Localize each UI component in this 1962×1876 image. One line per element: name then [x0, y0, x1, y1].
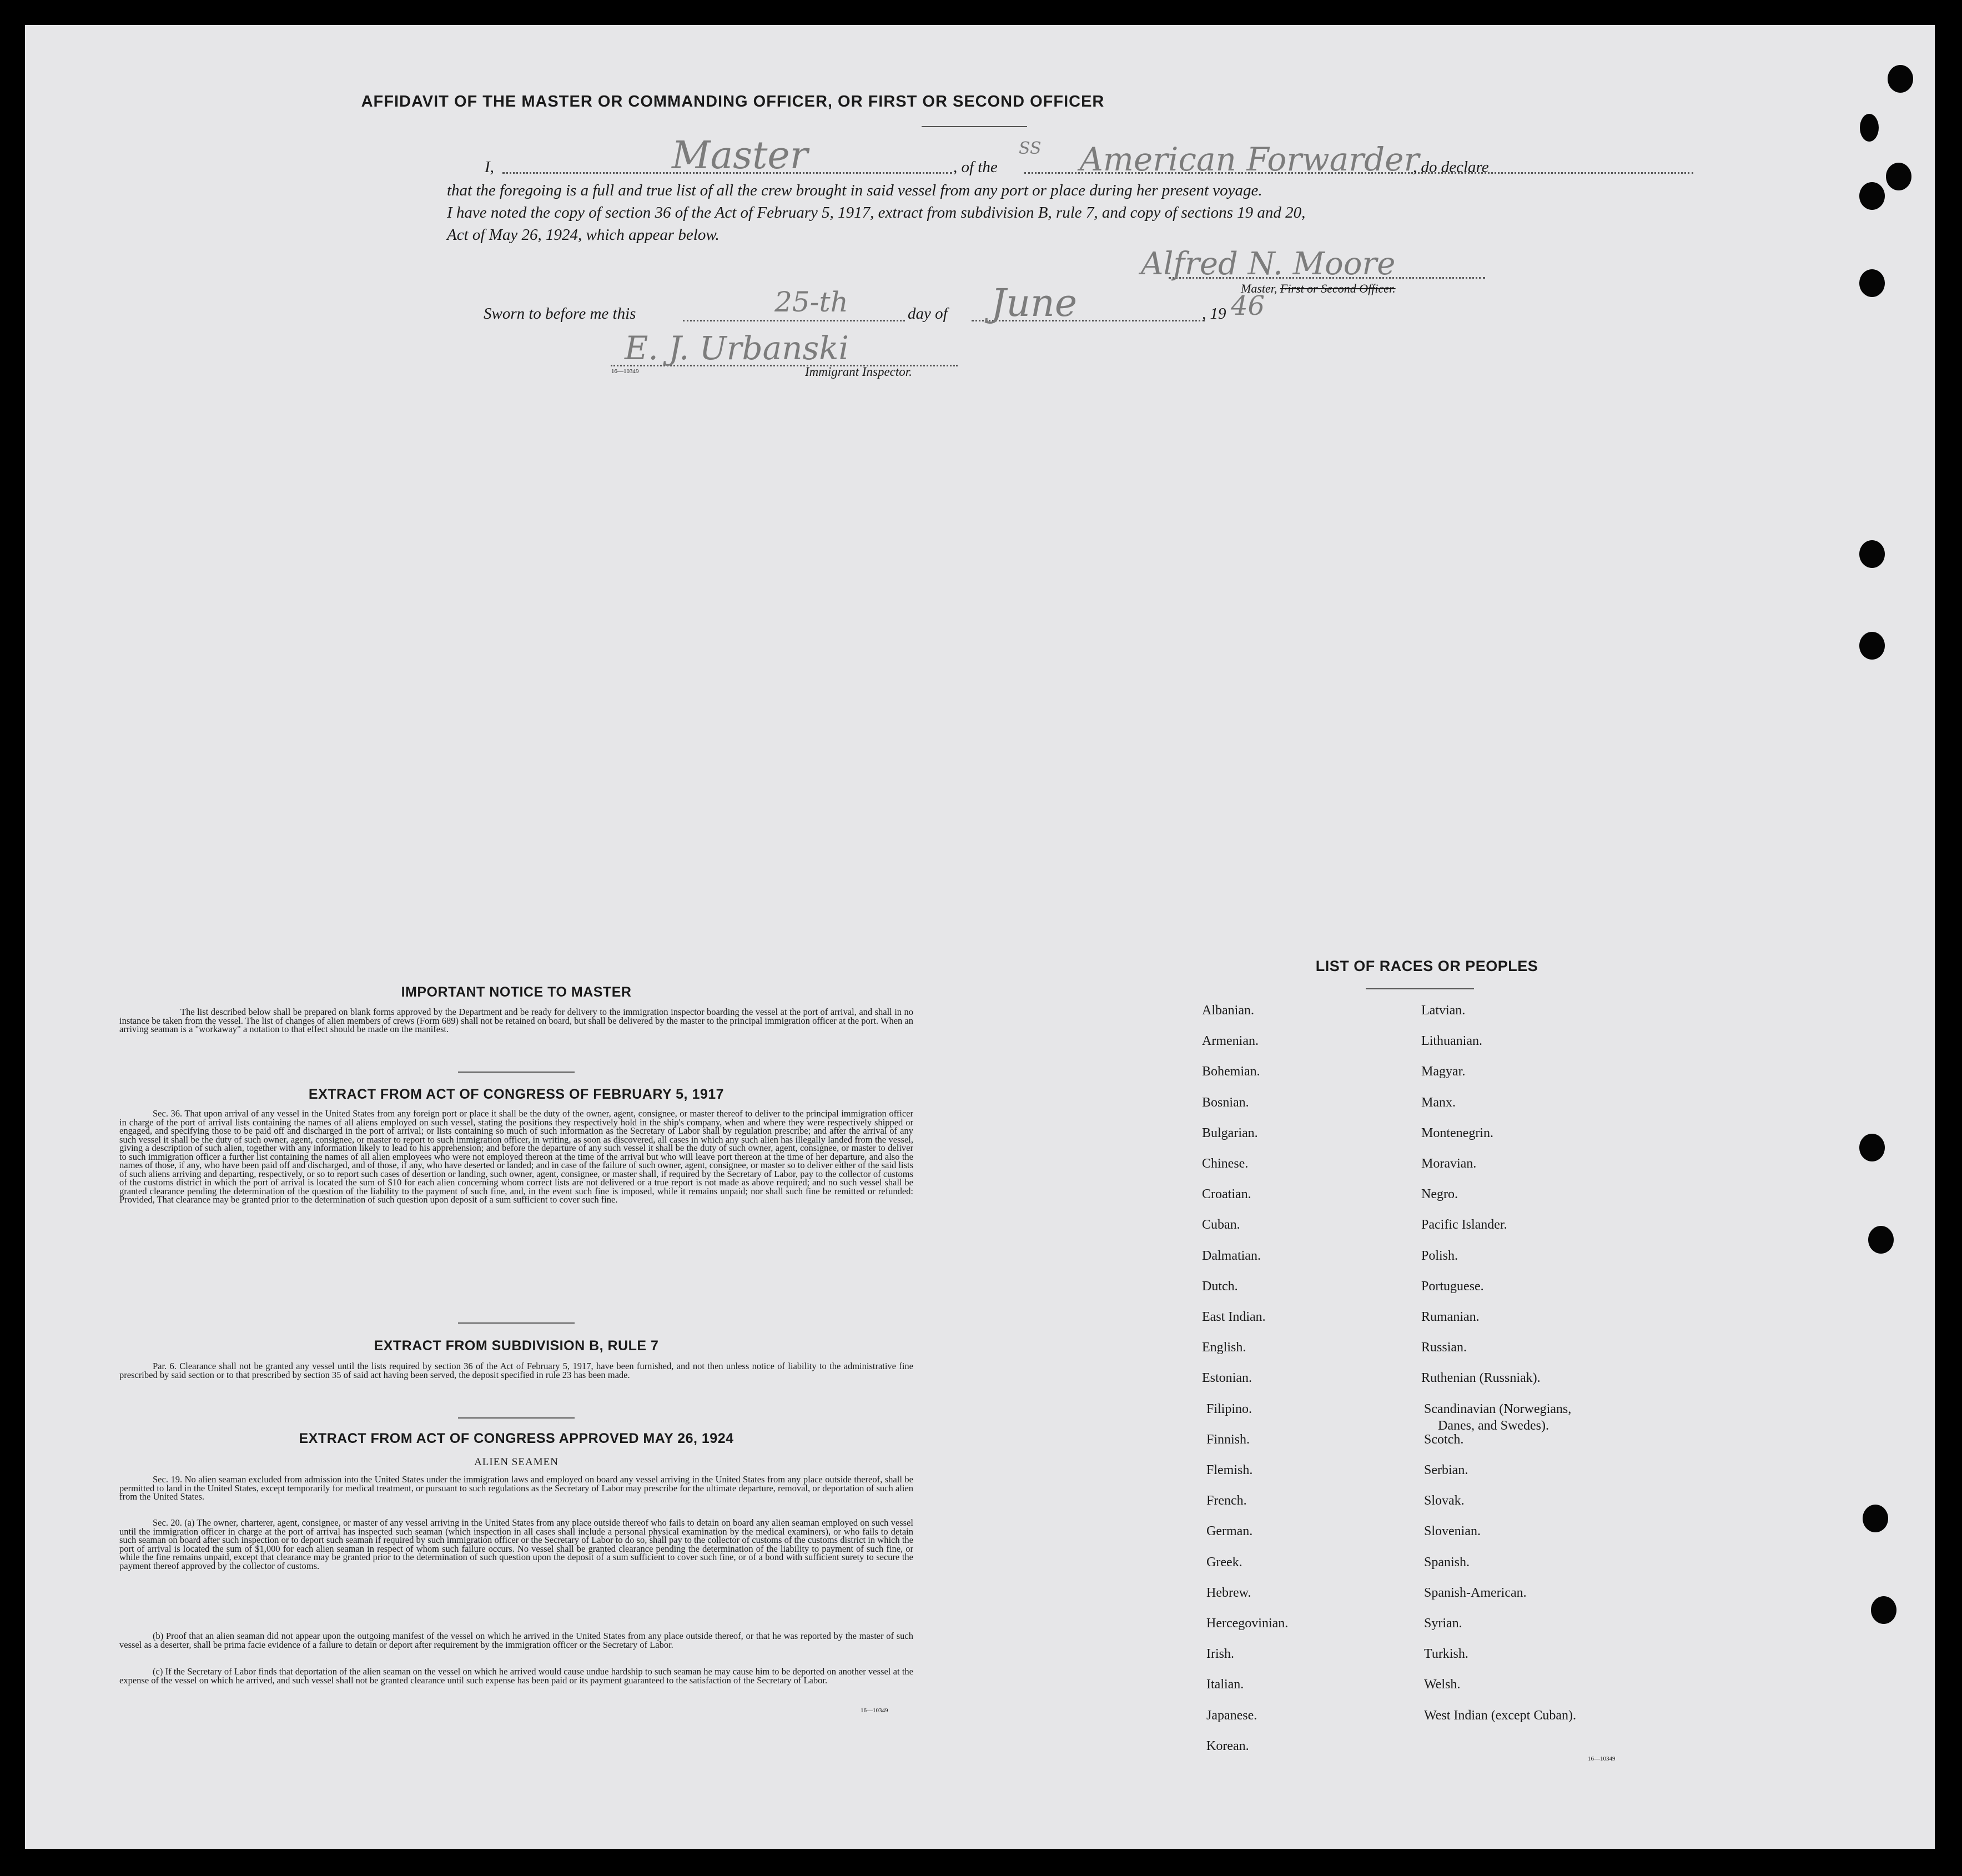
race-entry: Ruthenian (Russniak).: [1421, 1371, 1541, 1386]
notice-divider: [458, 1072, 575, 1073]
race-entry: Japanese.: [1206, 1708, 1257, 1723]
race-entry: Italian.: [1206, 1677, 1244, 1692]
race-entry: Albanian.: [1202, 1003, 1254, 1018]
race-entry: Syrian.: [1424, 1616, 1462, 1631]
sworn-day-handwritten: 25-th: [774, 286, 848, 318]
race-entry: Portuguese.: [1421, 1279, 1484, 1294]
officer-title-handwritten: Master: [672, 134, 808, 178]
day-of-label: day of: [908, 305, 948, 323]
sworn-year-handwritten: 46: [1231, 290, 1265, 321]
affidavit-line-4: Act of May 26, 1924, which appear below.: [447, 226, 720, 244]
race-entry: Spanish.: [1424, 1555, 1470, 1570]
race-entry: Flemish.: [1206, 1463, 1253, 1477]
affidavit-line-2: that the foregoing is a full and true list of all the crew brought in said vessel from any port or place during her present voyage.: [447, 182, 1262, 199]
extract-1917-divider: [458, 1322, 575, 1324]
rule7-text: Par. 6. Clearance shall not be granted any vessel until the lists required by section 36 of the Act of February 5, 1917, have been furnished, and not then unless notice of liability to the administrative fine prescribed by said section or to that prescribed by section 35 of said act having been served, the deposit specified in rule 23 has been made.: [119, 1361, 913, 1380]
punch-hole: [1859, 269, 1885, 297]
master-caption-struck: First or Second Officer.: [1280, 281, 1396, 295]
race-entry: East Indian.: [1202, 1310, 1266, 1324]
race-entry: German.: [1206, 1524, 1253, 1539]
race-entry: Welsh.: [1424, 1677, 1461, 1692]
race-entry: English.: [1202, 1340, 1246, 1355]
rule7-title: EXTRACT FROM SUBDIVISION B, RULE 7: [374, 1338, 659, 1354]
race-entry: Cuban.: [1202, 1218, 1240, 1233]
race-entry: Dalmatian.: [1202, 1248, 1261, 1263]
races-title: LIST OF RACES OR PEOPLES: [1315, 958, 1538, 974]
form-sheet: [25, 25, 1935, 1849]
race-entry: Estonian.: [1202, 1371, 1252, 1386]
race-entry: Polish.: [1421, 1248, 1458, 1263]
extract-1924-subtitle: ALIEN SEAMEN: [474, 1456, 559, 1468]
punch-hole: [1868, 1226, 1894, 1254]
races-divider: [1366, 988, 1474, 989]
race-entry: Spanish-American.: [1424, 1585, 1527, 1600]
affidavit-i-label: I,: [485, 158, 494, 176]
race-entry: Hercegovinian.: [1206, 1616, 1289, 1631]
race-entry: Croatian.: [1202, 1187, 1251, 1202]
extract-1924-sec19: Sec. 19. No alien seaman excluded from admission into the United States under the immigration laws and employed on board any vessel arriving in the United States from any place outside thereof, shall be permitted to land in the United States, except temporarily for medical treatment, or pursuant to such regulations as the Secretary of Labor may prescribe for the ultimate departure, removal, or deportation of such alien from the United States.: [119, 1474, 913, 1502]
extract-1924-sec20c: (c) If the Secretary of Labor finds that deportation of the alien seaman on the vessel on which he arrived would cause undue hardship to such seaman he may cause him to be deported on another vessel at the expense of the vessel on which he arrived, and such vessel shall not be granted clearance until such expense has been paid or its payment guaranteed to the satisfaction of the Secretary of Labor.: [119, 1666, 913, 1686]
race-entry: Greek.: [1206, 1555, 1242, 1570]
race-entry: Danes, and Swedes).: [1438, 1418, 1549, 1433]
race-entry: Bosnian.: [1202, 1095, 1249, 1110]
race-entry: West Indian (except Cuban).: [1424, 1708, 1576, 1723]
inspector-caption: Immigrant Inspector.: [805, 365, 912, 379]
master-signature: Alfred N. Moore: [1141, 246, 1396, 282]
extract-1924-sec20b: (b) Proof that an alien seaman did not appear upon the outgoing manifest of the vessel on which he arrived in the United States from any place outside thereof, or that he was reported by the master of such vessel as a deserter, shall be prima facie evidence of a failure to detain or deport after requirement by the immigration officer or the Secretary of Labor.: [119, 1631, 913, 1650]
race-entry: Irish.: [1206, 1647, 1234, 1662]
punch-hole: [1888, 65, 1913, 93]
race-entry: Korean.: [1206, 1738, 1249, 1753]
affidavit-line-3: I have noted the copy of section 36 of the Act of February 5, 1917, extract from subdivision B, rule 7, and copy of sections 19 and 20,: [447, 204, 1306, 222]
race-entry: Chinese.: [1202, 1156, 1249, 1171]
punch-hole: [1863, 1505, 1888, 1532]
punch-hole: [1886, 163, 1911, 190]
race-entry: Finnish.: [1206, 1432, 1250, 1447]
title-divider: [922, 126, 1027, 127]
race-entry: French.: [1206, 1493, 1247, 1508]
affidavit-form-number: 16—10349: [611, 368, 639, 375]
race-entry: Slovenian.: [1424, 1524, 1481, 1539]
race-entry: Hebrew.: [1206, 1585, 1251, 1600]
sworn-month-handwritten: June: [991, 281, 1078, 325]
notice-text: The list described below shall be prepared on blank forms approved by the Department and be ready for delivery to the immigration inspector boarding the vessel at the port of arrival, and shall in no instance be taken from the vessel. The list of changes of alien members of crews (Form 689) shall not be retained on board, but shall be delivered by the master to the principal immigration officer at the port. When an arriving seaman is a "workaway" a notation to that effect should be made on the manifest.: [119, 1007, 913, 1034]
race-entry: Pacific Islander.: [1421, 1218, 1507, 1233]
race-entry: Bohemian.: [1202, 1064, 1260, 1079]
race-entry: Scotch.: [1424, 1432, 1464, 1447]
extract-1924-title: EXTRACT FROM ACT OF CONGRESS APPROVED MAY 26, 1924: [299, 1431, 734, 1446]
race-entry: Negro.: [1421, 1187, 1458, 1202]
punch-hole: [1859, 632, 1885, 660]
master-caption-kept: Master,: [1241, 281, 1277, 295]
race-entry: Rumanian.: [1421, 1310, 1480, 1324]
race-entry: Armenian.: [1202, 1034, 1259, 1049]
sworn-label: Sworn to before me this: [484, 305, 636, 323]
race-entry: Scandinavian (Norwegians,: [1424, 1401, 1572, 1416]
race-entry: Russian.: [1421, 1340, 1467, 1355]
race-entry: Slovak.: [1424, 1493, 1465, 1508]
of-the-label: , of the: [953, 158, 998, 176]
race-entry: Manx.: [1421, 1095, 1456, 1110]
races-form-number: 16—10349: [1588, 1756, 1616, 1762]
punch-hole: [1859, 1134, 1885, 1161]
extract-1917-text: Sec. 36. That upon arrival of any vessel in the United States from any foreign port or place it shall be the duty of the owner, agent, consignee, or master thereof to deliver to the principal immigration officer in charge of the port of arrival lists containing the names of all aliens employed on such vessel, stating the positions they respectively hold in the ship's company, when and where they were respectively shipped or engaged, and specifying those to be paid off and discharged in the port of arrival; or lists containing so much of such information as the Secretary of Labor shall by regulation prescribe; and after the arrival of any such vessel it shall be the duty of such owner, agent, consignee, or master to report to such immigration officer, in writing, as soon as discovered, all cases in which any such alien has illegally landed from the vessel, giving a description of such alien, together with any information likely to lead to his apprehension; and before the departure of any such vessel it shall be the duty of such owner, agent, consignee, or master to deliver to such immigration officer a further list containing the names of all alien employees who were not employed thereon at the time of the arrival but who will leave port thereon at the time of her departure, and also the names of those, if any, who have been paid off and discharged, and of those, if any, who have deserted or landed; and in case of the failure of such owner, agent, consignee, or master so to deliver either of the said lists of such aliens arriving and departing, respectively, or so to report such cases of desertion or landing, such owner, agent, consignee, or master shall, if required by the Secretary of Labor, pay to the collector of customs of the customs district in which the port of arrival is located the sum of $10 for each alien concerning whom correct lists are not delivered or a true report is not made as above required; and no such vessel shall be granted clearance pending the determination of the question of the liability to the payment of such fine, and, in the event such fine is imposed, while it remains unpaid; nor shall such fine be remitted or refunded: Provided, That clearance may be granted prior to the determination of such question upon deposit of a sum sufficient to cover such fine.: [119, 1108, 913, 1205]
race-entry: Dutch.: [1202, 1279, 1238, 1294]
race-entry: Filipino.: [1206, 1401, 1252, 1416]
race-entry: Serbian.: [1424, 1463, 1468, 1477]
race-entry: Lithuanian.: [1421, 1034, 1482, 1049]
sworn-day-line: [683, 320, 905, 321]
extract-1924-form-number: 16—10349: [861, 1707, 888, 1714]
extract-1917-title: EXTRACT FROM ACT OF CONGRESS OF FEBRUARY 5, 1917: [308, 1087, 725, 1102]
rule7-divider: [458, 1417, 575, 1419]
vessel-name-handwritten: American Forwarder: [1080, 140, 1420, 178]
notice-title: IMPORTANT NOTICE TO MASTER: [401, 984, 632, 1000]
punch-hole: [1859, 540, 1885, 568]
race-entry: Montenegrin.: [1421, 1125, 1493, 1140]
inspector-signature: E. J. Urbanski: [625, 329, 849, 367]
punch-hole: [1860, 114, 1879, 142]
vessel-prefix-handwritten: SS: [1019, 139, 1042, 158]
race-entry: Magyar.: [1421, 1064, 1466, 1079]
race-entry: Latvian.: [1421, 1003, 1466, 1018]
punch-hole: [1859, 182, 1885, 210]
affidavit-title: AFFIDAVIT OF THE MASTER OR COMMANDING OFFICER, OR FIRST OR SECOND OFFICER: [361, 93, 1105, 110]
race-entry: Moravian.: [1421, 1156, 1477, 1171]
race-entry: Turkish.: [1424, 1647, 1468, 1662]
do-declare-label: , do declare: [1413, 158, 1489, 176]
year-prefix-label: , 19: [1202, 305, 1226, 323]
race-entry: Bulgarian.: [1202, 1125, 1258, 1140]
extract-1924-sec20a: Sec. 20. (a) The owner, charterer, agent, consignee, or master of any vessel arriving in the United States from any place outside thereof who fails to detain on board any alien seaman employed on such vessel until the immigration officer in charge at the port of arrival has inspected such seaman (which inspection in all cases shall include a personal physical examination by the medical examiners), or who fails to detain such seaman on board after such inspection or to deport such seaman if required by such immigration officer or the Secretary of Labor to do so, shall pay to the collector of customs of the customs district in which the port of arrival is located the sum of $1,000 for each alien seaman in respect of whom such failure occurs. No vessel shall be granted clearance pending the determination of the liability to payment of such fine, or while the fine remains unpaid, except that clearance may be granted prior to the determination of such question upon the deposit of a sum sufficient to cover such fine, or of a bond with sufficient surety to secure the payment thereof approved by the collector of customs.: [119, 1517, 913, 1571]
punch-hole: [1871, 1596, 1896, 1624]
